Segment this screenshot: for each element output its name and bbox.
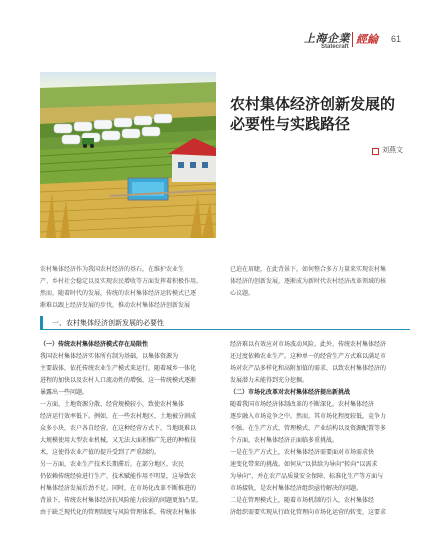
body-line: 随着我国市场经济体制改革的不断深化，农村集体经济 <box>230 401 375 408</box>
header-divider <box>352 32 353 47</box>
page-number: 61 <box>391 34 402 44</box>
body-line: 速变化带来的挑战。如何从“以供给为导向”转向“以需求 <box>230 461 378 468</box>
body-line: 不强。在生产方式、管理模式、产业结构以及资源配置等多 <box>230 425 387 432</box>
body-line: 二是在管理模式上，随着市场机制的引入，农村集体经 <box>230 497 375 504</box>
abstract-line: 渐难以跟上经济发展的步伐，推动农村集体经济创新发展 <box>40 302 191 309</box>
body-line: 一是在生产方式上，农村集体经济需要面对市场需求快 <box>230 449 375 456</box>
body-line: 市场接轨，是农村集体经济组织亟待解决的问题。 <box>230 485 363 492</box>
title-line: 农村集体经济创新发展的 <box>230 95 396 113</box>
hero-image <box>40 72 216 238</box>
article-title <box>230 94 410 134</box>
body-line: 进程的加快以及农村人口流动性的增强，这一传统模式逐渐 <box>40 377 197 384</box>
body-line: 主要载体，依托传统农业生产模式来运行，随着城乡一体化 <box>40 365 197 372</box>
abstract-column-right <box>230 264 410 300</box>
abstract-column-left <box>40 264 222 312</box>
body-line: 经济难以有效应对市场波动风险。此外，传统农村集体经济 <box>230 341 387 348</box>
body-line: 暴露出一些问题。 <box>40 389 89 396</box>
body-line: 逐步融入市场竞争之中。然而，其市场化程度较低，竞争力 <box>230 413 387 420</box>
header-brand <box>304 30 350 60</box>
body-line: 还过度依赖农业生产。这种单一的经营生产方式难以满足市 <box>230 353 387 360</box>
subsection-heading: （二）市场化改革对农村集体经济提出新挑战 <box>230 389 351 396</box>
body-line: 发展潜力未能得到充分挖掘。 <box>230 377 309 384</box>
abstract-line: 体经济的创新发展，逐渐成为新时代农村经济改革领域的核 <box>230 278 387 285</box>
farm-aerial-illustration <box>40 72 216 238</box>
body-line: 村集体经济发展后劲不足。同时，在市场化改革不断推进的 <box>40 485 197 492</box>
abstract-line: 然而，随着时代的发展，传统的农村集体经济运转模式已逐 <box>40 290 197 297</box>
body-line: 仍依赖传统经验进行生产，技术赋能作用不明显，这导致农 <box>40 473 197 480</box>
brand-english-name: Statecraft <box>321 44 349 50</box>
body-line: 一方面，土地资源分散、经营规模较小，致使农村集体 <box>40 401 185 408</box>
abstract-line: 已迫在眉睫，在此背景下，如何整合多方力量来实现农村集 <box>230 266 387 273</box>
title-line: 必要性与实践路径 <box>230 115 351 133</box>
section-tag: 經綸 <box>356 33 378 46</box>
body-line: 由于缺乏现代化的管理制度与风险管理体系，传统农村集体 <box>40 509 197 516</box>
body-line: 背景下，传统农村集体经济抗风险能力较弱的问题更加凸显。 <box>40 497 203 504</box>
body-line: 众多小块，农户各自经营。在这种经营方式下，当地既难以 <box>40 425 197 432</box>
abstract-line: 农村集体经济作为我国农村经济的基石，在维护农业生 <box>40 266 185 273</box>
body-column-left <box>40 339 222 519</box>
body-line: 我国农村集体经济实体所有制为基础，以集体资源为 <box>40 353 179 360</box>
body-line: 大规模使用大型农业机械，又无法大面积推广先进的种植技 <box>40 437 197 444</box>
subsection-heading: （一）传统农村集体经济模式存在局限性 <box>40 341 149 348</box>
body-column-right <box>230 339 410 519</box>
author-square-icon <box>372 148 379 155</box>
body-line: 个方面，农村集体经济正面临多重挑战。 <box>230 437 339 444</box>
body-line: 为导向”，并在农产品质量安全保障、标准化生产等方面与 <box>230 473 384 480</box>
body-line: 经济运行效率低下。例如，在一些农村地区，土地被分割成 <box>40 413 197 420</box>
section-heading: 一、农村集体经济创新发展的必要性 <box>52 319 164 327</box>
abstract-line: 产、乡村社会稳定以及实现农民增收等方面发挥着积极作用。 <box>40 278 203 285</box>
body-line: 济组织需要实现从行政化管理向市场化运营的转变，这要求 <box>230 509 387 516</box>
body-line: 另一方面，农业生产技术长期滞后。在部分地区，农民 <box>40 461 185 468</box>
abstract-line: 心议题。 <box>230 290 255 297</box>
body-line: 场对农产品多样化和高附加值的需求，以致农村集体经济的 <box>230 365 387 372</box>
author-name: 刘燕文 <box>382 146 403 154</box>
body-line: 术，这使得农业产值的提升受到了严重制约。 <box>40 449 161 456</box>
brand-chinese-name: 上海企業 <box>304 32 350 45</box>
